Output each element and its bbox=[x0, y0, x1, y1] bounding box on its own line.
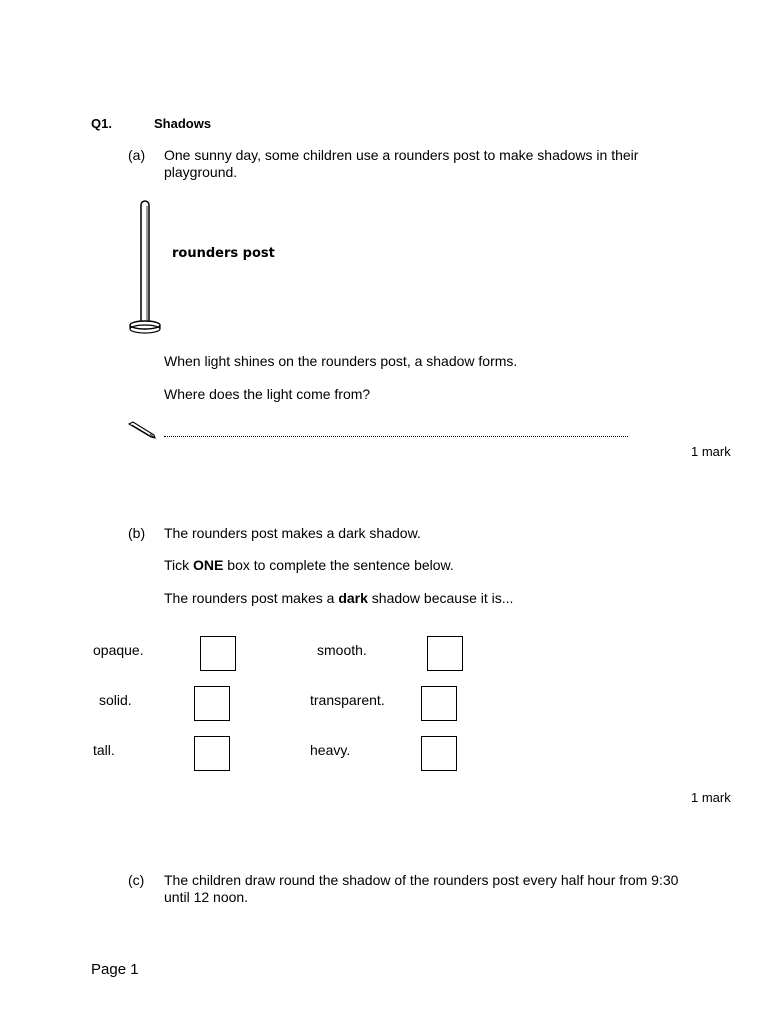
part-a-mark: 1 mark bbox=[691, 444, 731, 459]
page-number: Page 1 bbox=[91, 961, 139, 978]
option-label-solid: solid. bbox=[99, 692, 132, 708]
tick-box-tall[interactable] bbox=[194, 736, 230, 771]
sentence-emphasis: dark bbox=[338, 590, 368, 606]
part-c-label: (c) bbox=[128, 872, 145, 888]
rounders-post-diagram bbox=[124, 196, 168, 340]
sentence-text-end: shadow because it is... bbox=[367, 590, 514, 606]
option-label-smooth: smooth. bbox=[317, 642, 367, 658]
part-a-prompt: Where does the light come from? bbox=[164, 386, 371, 402]
part-c-text: The children draw round the shadow of the rounders post every half hour from 9:30 until 12 noon. bbox=[164, 872, 679, 905]
part-a-intro: One sunny day, some children use a rounders post to make shadows in their playground. bbox=[164, 147, 639, 180]
question-title: Shadows bbox=[154, 116, 212, 131]
part-b-instruction bbox=[164, 557, 454, 574]
part-a-statement: When light shines on the rounders post, a shadow forms. bbox=[164, 353, 518, 369]
option-label-transparent: transparent. bbox=[310, 692, 385, 708]
pencil-icon bbox=[128, 420, 158, 440]
instruction-emphasis: ONE bbox=[193, 557, 224, 573]
instruction-text-end: box to complete the sentence below. bbox=[223, 557, 454, 573]
option-label-tall: tall. bbox=[93, 742, 115, 758]
option-label-opaque: opaque. bbox=[93, 642, 144, 658]
tick-box-transparent[interactable] bbox=[421, 686, 457, 721]
tick-box-heavy[interactable] bbox=[421, 736, 457, 771]
tick-box-opaque[interactable] bbox=[200, 636, 236, 671]
question-number: Q1. bbox=[91, 116, 112, 131]
option-label-heavy: heavy. bbox=[310, 742, 351, 758]
part-b-mark: 1 mark bbox=[691, 790, 731, 805]
sentence-text-start: The rounders post makes a bbox=[164, 590, 339, 606]
rounders-post-label: rounders post bbox=[172, 246, 275, 261]
part-b-label: (b) bbox=[128, 525, 146, 541]
part-b-sentence bbox=[164, 590, 513, 607]
tick-box-smooth[interactable] bbox=[427, 636, 463, 671]
tick-box-solid[interactable] bbox=[194, 686, 230, 721]
part-b-statement: The rounders post makes a dark shadow. bbox=[164, 525, 421, 541]
answer-line[interactable] bbox=[164, 427, 628, 437]
part-a-label: (a) bbox=[128, 147, 146, 163]
instruction-text-start: Tick bbox=[164, 557, 194, 573]
